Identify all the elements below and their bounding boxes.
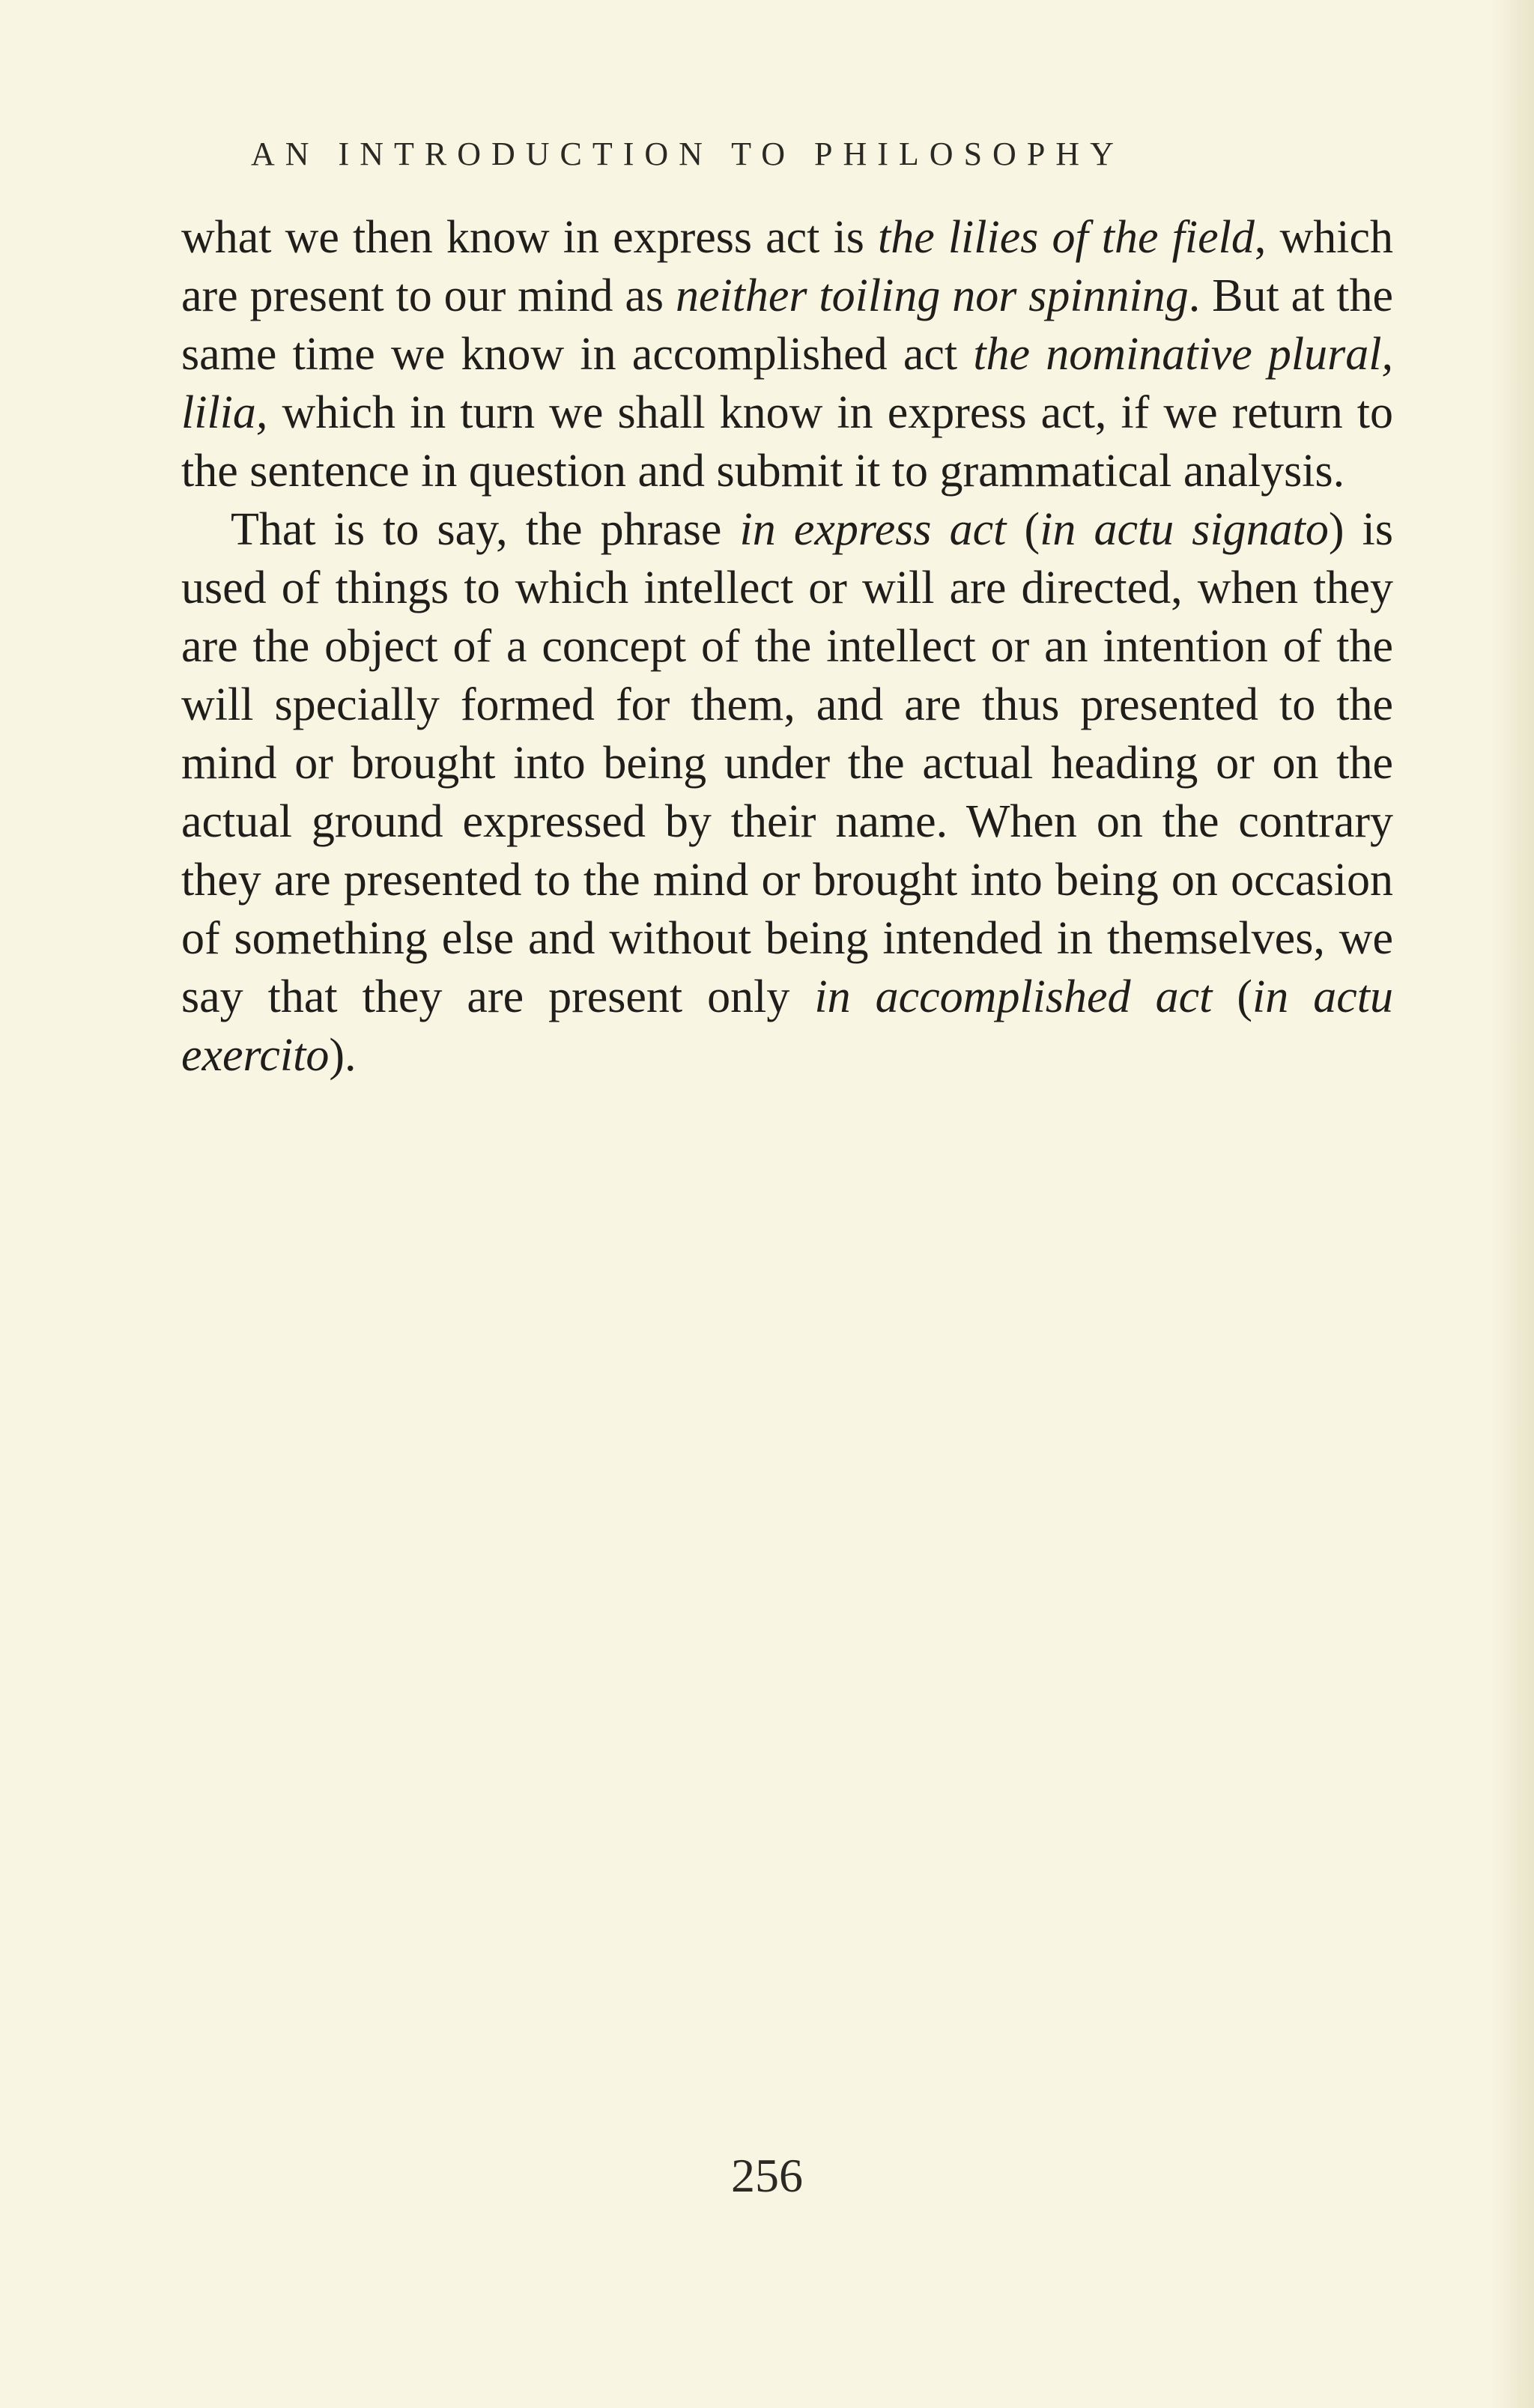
italic-phrase: the lilies of the field <box>877 212 1255 263</box>
text-run: . But at the same time we know in accomplished act <box>181 270 1393 380</box>
text-run: ). <box>329 1030 357 1081</box>
body-text <box>181 208 1393 1085</box>
text-run: , which are present to our mind as <box>181 212 1393 321</box>
italic-phrase: neither toiling nor spinning <box>675 270 1189 321</box>
paragraph-2 <box>181 500 1393 1085</box>
italic-phrase: in actu exercito <box>181 971 1393 1081</box>
text-run: ) is used of things to which intellect or will are directed, when they are the object of a concept of the intellect or an intention of the will specially formed for them, and are thus presented to the mind or brought into being under the actual heading or on the actual ground expressed by their name. When on the contrary they are presented to the mind or brought into being on occasion of something else and without being intended in themselves, we say that they are present only <box>181 504 1393 1022</box>
text-run: what we then know in express act is <box>181 212 878 263</box>
italic-phrase: in express act <box>739 504 1007 555</box>
italic-phrase: in actu signato <box>1040 504 1329 555</box>
italic-phrase: in accomplished act <box>814 971 1213 1022</box>
text-run: which in turn we shall know in express act, if we return to the sentence in question and submit it to grammatical analysis. <box>181 387 1393 497</box>
italic-phrase: the nominative plural, lilia, <box>181 329 1393 438</box>
page-number: 256 <box>731 2149 803 2202</box>
text-run: ( <box>1212 971 1252 1022</box>
text-run: ( <box>1006 504 1040 555</box>
running-head: AN INTRODUCTION TO PHILOSOPHY <box>251 136 1124 172</box>
page-edge-shadow <box>1489 0 1534 2408</box>
text-run: That is to say, the phrase <box>231 504 740 555</box>
paragraph-1 <box>181 208 1393 500</box>
